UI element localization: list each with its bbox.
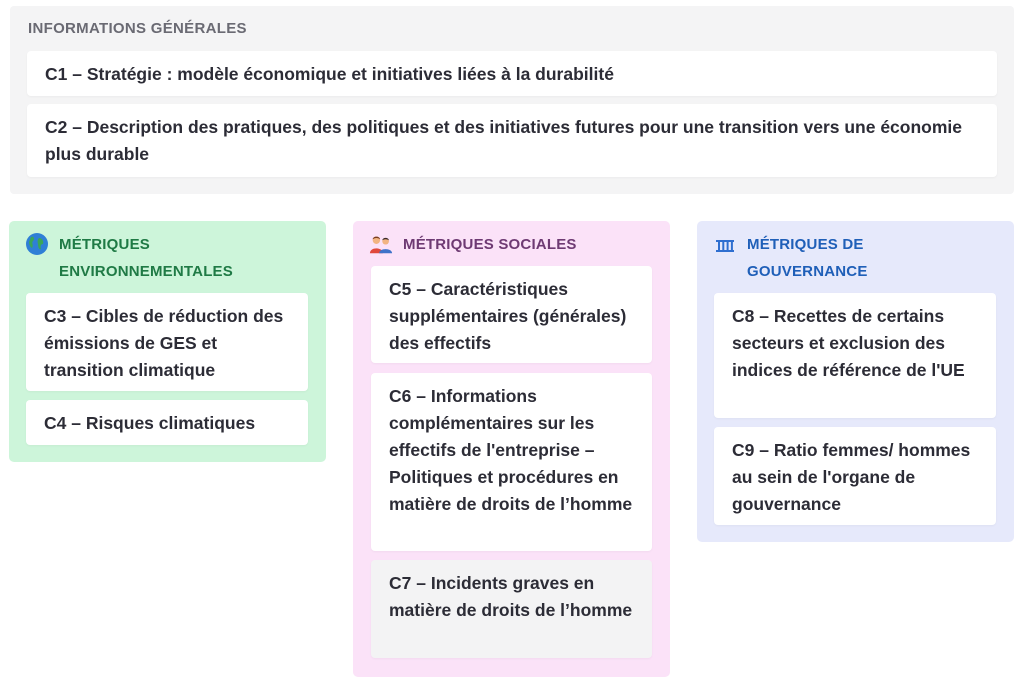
social-metrics-section [353, 221, 670, 677]
card-c2: C2 – Description des pratiques, des politiques et des initiatives futures pour une transition vers une économie plus durable [27, 104, 997, 177]
social-title: MÉTRIQUES SOCIALES [403, 236, 577, 253]
card-c4: C4 – Risques climatiques [26, 400, 308, 445]
environmental-title-line1: MÉTRIQUES [59, 236, 150, 253]
card-c6: C6 – Informations complémentaires sur les effectifs de l'entreprise – Politiques et procédures en matière de droits de l’homme [371, 373, 652, 551]
environmental-metrics-section [9, 221, 326, 462]
card-c1: C1 – Stratégie : modèle économique et initiatives liées à la durabilité [27, 51, 997, 96]
globe-icon [25, 232, 49, 256]
general-information-section [10, 6, 1014, 194]
card-c3: C3 – Cibles de réduction des émissions de GES et transition climatique [26, 293, 308, 391]
environmental-title-line2: ENVIRONNEMENTALES [59, 263, 233, 280]
governance-title-line2: GOUVERNANCE [747, 263, 868, 280]
card-c9: C9 – Ratio femmes/ hommes au sein de l'organe de gouvernance [714, 427, 996, 525]
card-c7: C7 – Incidents graves en matière de droits de l’homme [371, 560, 652, 658]
institution-icon [713, 232, 737, 256]
people-icon [369, 232, 393, 256]
card-c5: C5 – Caractéristiques supplémentaires (générales) des effectifs [371, 266, 652, 363]
general-information-title: INFORMATIONS GÉNÉRALES [28, 20, 247, 37]
governance-title-line1: MÉTRIQUES DE [747, 236, 864, 253]
governance-metrics-section [697, 221, 1014, 542]
card-c8: C8 – Recettes de certains secteurs et exclusion des indices de référence de l'UE [714, 293, 996, 418]
